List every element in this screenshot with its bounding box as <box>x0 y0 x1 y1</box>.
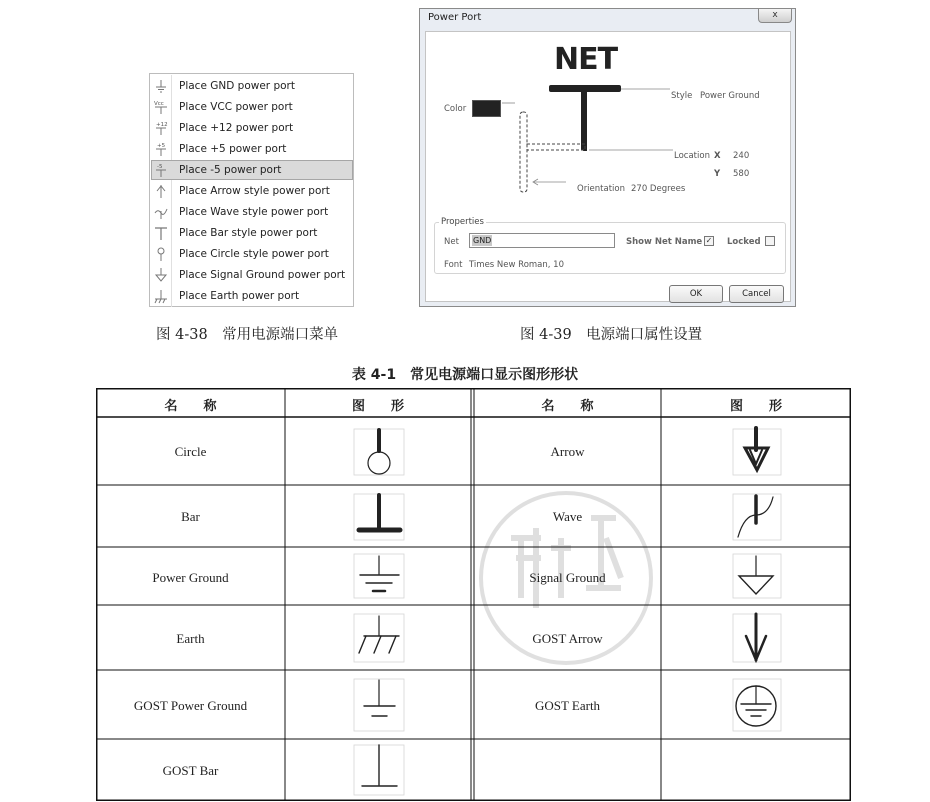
power-port-menu <box>149 73 354 307</box>
table-row-name: Signal Ground <box>529 570 606 585</box>
table-row-name: GOST Arrow <box>532 631 603 646</box>
net-input-value: GND <box>473 236 492 245</box>
locked-checkbox[interactable] <box>765 236 775 246</box>
menu-item-place-gnd[interactable]: Place GND power port <box>151 76 353 96</box>
figure-caption-menu: 图 4-38 常用电源端口菜单 <box>156 327 339 343</box>
menu-item-place-vcc[interactable]: Vcc Place VCC power port <box>151 97 353 117</box>
gost-arrow-symbol <box>746 614 766 660</box>
plus5-port-icon <box>152 140 170 158</box>
dialog-title: Power Port <box>428 12 482 23</box>
wave-port-icon <box>152 203 170 221</box>
header-shape-1: 图 形 <box>351 399 404 414</box>
dialog-body <box>425 31 791 302</box>
plus12-port-icon <box>152 119 170 137</box>
locked-label: Locked <box>727 237 761 247</box>
earth-symbol <box>359 616 399 653</box>
style-label: Style <box>671 91 693 101</box>
arrow-port-icon <box>152 182 170 200</box>
svg-text:+5: +5 <box>157 143 166 149</box>
wave-symbol <box>738 496 773 537</box>
net-name-preview: NET <box>554 42 618 77</box>
bar-symbol <box>359 495 400 530</box>
svg-text:Vcc: Vcc <box>154 101 164 107</box>
gnd-port-icon <box>152 77 170 95</box>
font-value[interactable]: Times New Roman, 10 <box>469 260 564 270</box>
table-row-name: GOST Bar <box>162 763 219 778</box>
cancel-button[interactable]: Cancel <box>729 285 784 303</box>
location-x-value[interactable]: 240 <box>733 151 750 161</box>
table-row-name: Circle <box>174 444 207 459</box>
svg-text:+12: +12 <box>156 122 168 128</box>
menu-item-place-wave[interactable]: Place Wave style power port <box>151 202 353 222</box>
table-row-name: Power Ground <box>152 570 229 585</box>
menu-item-place-signal-ground[interactable]: Place Signal Ground power port <box>151 265 353 285</box>
menu-item-place-earth[interactable]: Place Earth power port <box>151 286 353 306</box>
table-row-name: Bar <box>181 509 200 524</box>
color-label: Color <box>444 104 467 114</box>
preview-ghost-bar <box>520 112 527 192</box>
gost-power-ground-symbol <box>364 680 395 716</box>
table-row-name: Arrow <box>550 444 585 459</box>
orientation-label: Orientation <box>577 184 625 194</box>
ok-button[interactable]: OK <box>669 285 723 303</box>
circle-symbol <box>368 430 390 474</box>
font-label: Font <box>444 260 463 270</box>
menu-item-place-arrow[interactable]: Place Arrow style power port <box>151 181 353 201</box>
power-ground-symbol <box>360 556 399 591</box>
power-port-dialog <box>419 8 796 307</box>
location-label: Location <box>674 151 710 161</box>
figure-caption-dialog: 图 4-39 电源端口属性设置 <box>520 327 703 343</box>
header-shape-2: 图 形 <box>729 399 782 414</box>
header-name-1: 名 称 <box>164 399 217 414</box>
table-row-name: Wave <box>552 509 583 524</box>
table-row-name: Earth <box>176 631 205 646</box>
gost-earth-symbol <box>736 686 776 726</box>
menu-item-place-plus12[interactable]: +12 Place +12 power port <box>151 118 353 138</box>
location-x-label: X <box>714 151 721 161</box>
vcc-port-icon <box>152 98 170 116</box>
net-input[interactable] <box>469 233 615 248</box>
location-y-value[interactable]: 580 <box>733 169 750 179</box>
signal-ground-symbol <box>739 556 773 594</box>
preview-ghost-stem <box>527 144 585 150</box>
svg-text:-5: -5 <box>157 164 163 170</box>
menu-item-place-plus5[interactable]: +5 Place +5 power port <box>151 139 353 159</box>
preview-stem <box>581 90 587 150</box>
table-row-name: GOST Earth <box>534 698 601 713</box>
orientation-value[interactable]: 270 Degrees <box>631 184 686 194</box>
show-net-name-checkbox[interactable]: ✓ <box>705 236 713 245</box>
location-y-label: Y <box>714 169 721 179</box>
style-value[interactable]: Power Ground <box>700 91 760 101</box>
menu-item-place-bar[interactable]: Place Bar style power port <box>151 223 353 243</box>
arrow-symbol <box>745 428 768 470</box>
show-net-name-label: Show Net Name <box>626 237 703 247</box>
table-caption: 表 4-1 常见电源端口显示图形形状 <box>351 367 579 383</box>
minus5-port-icon <box>152 161 170 179</box>
gost-bar-symbol <box>362 745 397 786</box>
header-name-2: 名 称 <box>541 399 594 414</box>
menu-item-place-minus5[interactable]: -5 Place -5 power port <box>151 160 353 180</box>
circle-port-icon <box>152 245 170 263</box>
signal-ground-port-icon <box>152 266 170 284</box>
properties-label: Properties <box>441 217 484 227</box>
menu-item-place-circle[interactable]: Place Circle style power port <box>151 244 353 264</box>
net-label: Net <box>444 237 459 247</box>
table-row-name: GOST Power Ground <box>133 698 248 713</box>
earth-port-icon <box>152 287 170 305</box>
bar-port-icon <box>152 224 170 242</box>
dialog-close-button[interactable]: x <box>758 9 792 23</box>
color-swatch[interactable] <box>472 100 501 117</box>
